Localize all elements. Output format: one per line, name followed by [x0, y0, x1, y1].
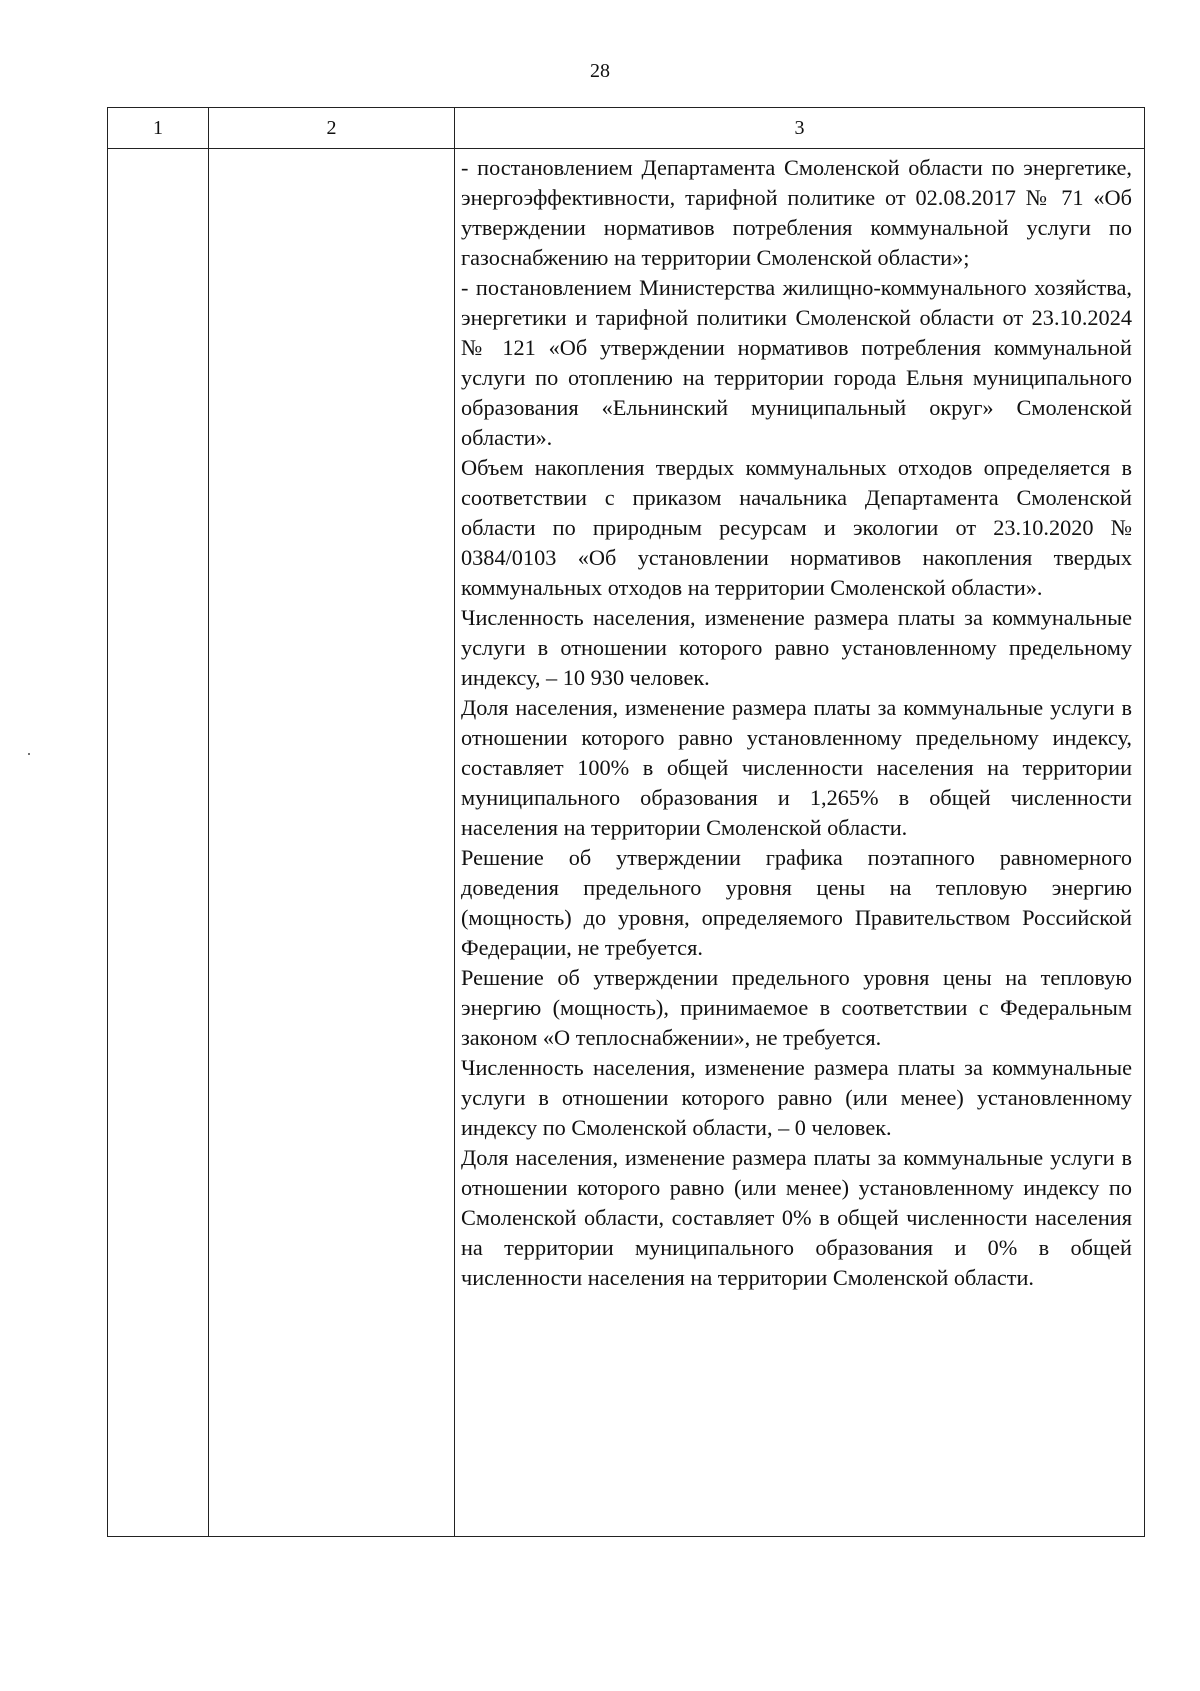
table-row: [108, 149, 1145, 1537]
page-number: 28: [590, 60, 610, 82]
paragraph-gas-norms: - постановлением Департамента Смоленской области по энергетике, энергоэффективности, тарифной политике от 02.08.2017 № 71 «Об утверждении нормативов потребления коммунальной услуги по газоснабжению на территории Смоленской области»;: [461, 155, 1132, 270]
cell-text-block: [455, 149, 1144, 1293]
paragraph-population-count-index: Численность населения, изменение размера платы за коммунальные услуги в отношении которого равно (или менее) установленному индексу по Смоленской области, – 0 человек.: [461, 1055, 1132, 1140]
document-table: [107, 107, 1145, 1537]
paragraph-population-count: Численность населения, изменение размера платы за коммунальные услуги в отношении которого равно установленному предельному индексу, – 10 930 человек.: [461, 605, 1132, 690]
table-cell-col1: [108, 149, 209, 1537]
table-cell-col3: [455, 149, 1145, 1537]
table-header-row: [108, 108, 1145, 149]
column-header-1: 1: [108, 108, 209, 149]
scan-dot-mark: [28, 753, 30, 755]
paragraph-waste-volume: Объем накопления твердых коммунальных отходов определяется в соответствии с приказом начальника Департамента Смоленской области по природным ресурсам и экологии от 23.10.2020 № 0384/0103 «Об установлении нормативов накопления твердых коммунальных отходов на территории Смоленской области».: [461, 455, 1132, 600]
paragraph-heating-norms: - постановлением Министерства жилищно-коммунального хозяйства, энергетики и тарифной политики Смоленской области от 23.10.2024 № 121 «Об утверждении нормативов потребления коммунальной услуги по отоплению на территории города Ельня муниципального образования «Ельнинский муниципальный округ» Смоленской области».: [461, 275, 1132, 450]
paragraph-price-limit: Решение об утверждении предельного уровня цены на тепловую энергию (мощность), принимаемое в соответствии с Федеральным законом «О теплоснабжении», не требуется.: [461, 965, 1132, 1050]
column-header-3: 3: [455, 108, 1145, 149]
paragraph-population-share: Доля населения, изменение размера платы за коммунальные услуги в отношении которого равно установленному предельному индексу, составляет 100% в общей численности населения на территории муниципального образования и 1,265% в общей численности населения на территории Смоленской области.: [461, 695, 1132, 840]
table-cell-col2: [209, 149, 455, 1537]
paragraph-price-schedule: Решение об утверждении графика поэтапного равномерного доведения предельного уровня цены на тепловую энергию (мощность) до уровня, определяемого Правительством Российской Федерации, не требуется.: [461, 845, 1132, 960]
column-header-2: 2: [209, 108, 455, 149]
paragraph-population-share-index: Доля населения, изменение размера платы за коммунальные услуги в отношении которого равно (или менее) установленному индексу по Смоленской области, составляет 0% в общей численности населения на территории муниципального образования и 0% в общей численности населения на территории Смоленской области.: [461, 1145, 1132, 1290]
